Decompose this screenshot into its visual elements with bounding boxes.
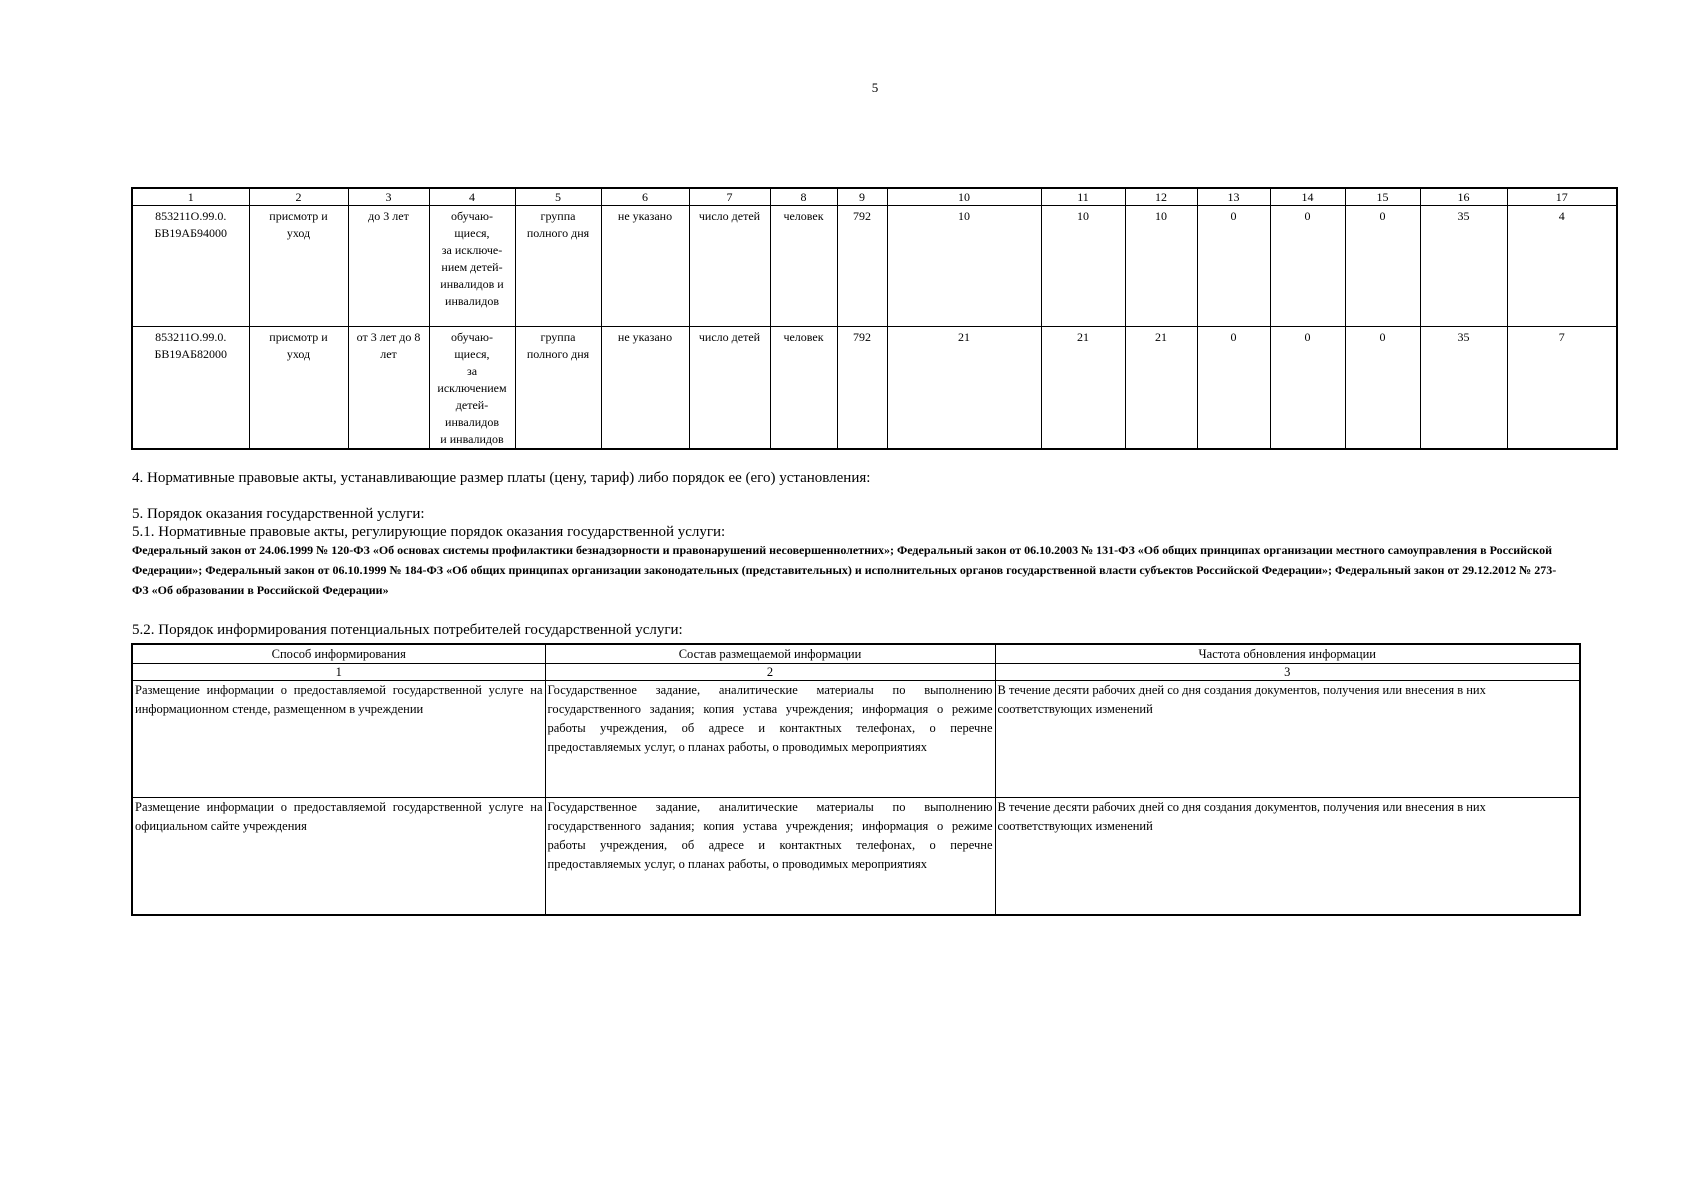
table-cell: 35 — [1420, 327, 1507, 450]
table-cell: присмотр и уход — [249, 327, 348, 450]
table-cell: 10 — [1125, 206, 1197, 327]
table-cell: от 3 лет до 8 лет — [348, 327, 429, 450]
table-cell: 21 — [887, 327, 1041, 450]
table-cell: Государственное задание, аналитические материалы по выполнению государственного задания; копия устава учреждения; информация о режиме работы учреждения, об адресе и контактных телефонах, о перечне предоставляемых услуг, о планах работы, о проводимых мероприятиях — [545, 798, 995, 916]
table-cell: Государственное задание, аналитические материалы по выполнению государственного задания; копия устава учреждения; информация о режиме работы учреждения, об адресе и контактных телефонах, о перечне предоставляемых услуг, о планах работы, о проводимых мероприятиях — [545, 681, 995, 798]
column-number-1: 1 — [132, 188, 249, 206]
table-cell: 0 — [1270, 206, 1345, 327]
table-cell: В течение десяти рабочих дней со дня создания документов, получения или внесения в них соответствующих изменений — [995, 798, 1580, 916]
table-cell: 792 — [837, 327, 887, 450]
column-number: 1 — [132, 664, 545, 681]
table-cell: присмотр и уход — [249, 206, 348, 327]
table-cell: 4 — [1507, 206, 1617, 327]
table-cell: Размещение информации о предоставляемой государственной услуге на официальном сайте учреждения — [132, 798, 545, 916]
table-cell: 10 — [887, 206, 1041, 327]
table-cell: число детей — [689, 327, 770, 450]
table-cell: не указано — [601, 206, 689, 327]
column-number-11: 11 — [1041, 188, 1125, 206]
table-header-row — [132, 188, 1617, 206]
column-number-9: 9 — [837, 188, 887, 206]
table-cell: до 3 лет — [348, 206, 429, 327]
column-header: Состав размещаемой информации — [545, 644, 995, 664]
table-cell: группа полного дня — [515, 206, 601, 327]
table-cell: 792 — [837, 206, 887, 327]
section-4-heading: 4. Нормативные правовые акты, устанавливающие размер платы (цену, тариф) либо порядок ее (его) установления: — [132, 470, 871, 486]
column-number-6: 6 — [601, 188, 689, 206]
table-row — [132, 681, 1580, 798]
table-cell: В течение десяти рабочих дней со дня создания документов, получения или внесения в них соответствующих изменений — [995, 681, 1580, 798]
table-row — [132, 206, 1617, 327]
column-number-13: 13 — [1197, 188, 1270, 206]
table-cell: Размещение информации о предоставляемой государственной услуге на информационном стенде, размещенном в учреждении — [132, 681, 545, 798]
column-number-4: 4 — [429, 188, 515, 206]
table-cell: 35 — [1420, 206, 1507, 327]
section-5-2-heading: 5.2. Порядок информирования потенциальных потребителей государственной услуги: — [132, 622, 683, 638]
table-cell: человек — [770, 206, 837, 327]
table-header-row — [132, 644, 1580, 664]
table-cell: 0 — [1345, 206, 1420, 327]
table-cell: 853211О.99.0. БВ19АБ94000 — [132, 206, 249, 327]
table-row — [132, 327, 1617, 450]
table-number-row — [132, 664, 1580, 681]
table-cell: 21 — [1125, 327, 1197, 450]
column-number-7: 7 — [689, 188, 770, 206]
column-number-10: 10 — [887, 188, 1041, 206]
column-number-14: 14 — [1270, 188, 1345, 206]
table-row — [132, 798, 1580, 916]
column-number-16: 16 — [1420, 188, 1507, 206]
section-5-heading: 5. Порядок оказания государственной услуги: — [132, 506, 425, 522]
table-cell: 0 — [1197, 206, 1270, 327]
column-number-15: 15 — [1345, 188, 1420, 206]
column-number: 2 — [545, 664, 995, 681]
column-number: 3 — [995, 664, 1580, 681]
informing-table — [131, 643, 1581, 916]
table-cell: человек — [770, 327, 837, 450]
column-header: Частота обновления информации — [995, 644, 1580, 664]
column-number-17: 17 — [1507, 188, 1617, 206]
column-header: Способ информирования — [132, 644, 545, 664]
table-cell: число детей — [689, 206, 770, 327]
table-cell: обучаю- щиеся, за исключе- нием детей- инвалидов и инвалидов — [429, 206, 515, 327]
table-cell: 853211О.99.0. БВ19АБ82000 — [132, 327, 249, 450]
column-number-8: 8 — [770, 188, 837, 206]
table-cell: группа полного дня — [515, 327, 601, 450]
table-cell: 10 — [1041, 206, 1125, 327]
laws-paragraph: Федеральный закон от 24.06.1999 № 120-ФЗ «Об основах системы профилактики безнадзорности и правонарушений несовершеннолетних»; Федеральный закон от 06.10.2003 № 131-ФЗ «Об общих принципах организации местного самоуправления в Российской Федерации»; Федеральный закон от 06.10.1999 № 184-ФЗ «Об общих принципах организации законодательных (представительных) и исполнительных органов государственной власти субъектов Российской Федерации»; Федеральный закон от 29.12.2012 № 273-ФЗ «Об образовании в Российской Федерации» — [132, 543, 1557, 597]
table-cell: 0 — [1345, 327, 1420, 450]
table-cell: 0 — [1197, 327, 1270, 450]
table-cell: не указано — [601, 327, 689, 450]
page-number: 5 — [871, 80, 879, 95]
column-number-12: 12 — [1125, 188, 1197, 206]
table-cell: 7 — [1507, 327, 1617, 450]
column-number-5: 5 — [515, 188, 601, 206]
column-number-3: 3 — [348, 188, 429, 206]
table-cell: 21 — [1041, 327, 1125, 450]
table-cell: обучаю- щиеся, за исключением детей- инвалидов и инвалидов — [429, 327, 515, 450]
section-5-1-heading: 5.1. Нормативные правовые акты, регулирующие порядок оказания государственной услуги: — [132, 524, 726, 540]
column-number-2: 2 — [249, 188, 348, 206]
service-indicators-table — [131, 187, 1618, 450]
table-cell: 0 — [1270, 327, 1345, 450]
